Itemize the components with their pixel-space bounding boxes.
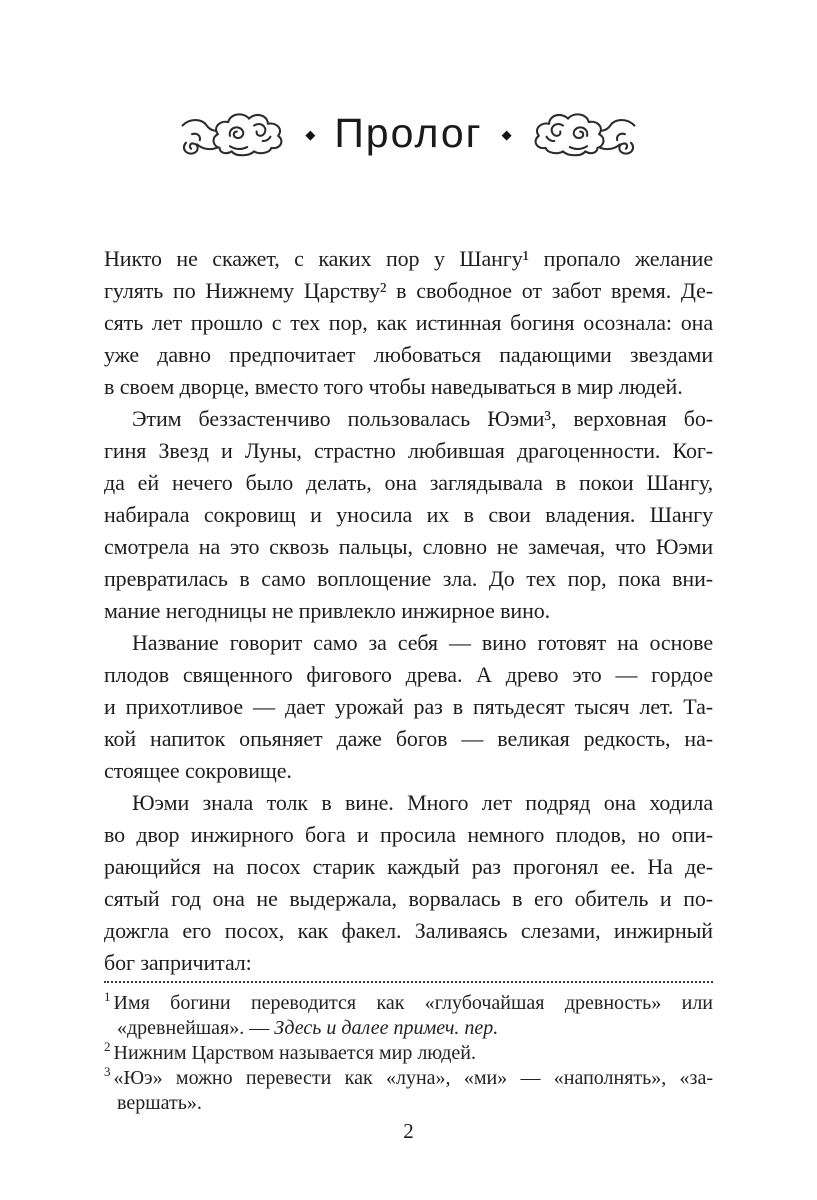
text-line: стоящее сокровище.: [104, 758, 292, 783]
chapter-header: [0, 106, 817, 164]
text-line: Никто не скажет, с каких пор у Шангу¹ пропало желание: [104, 246, 713, 271]
text-line: дожгла его посох, как факел. Заливаясь слезами, инжирный: [104, 918, 713, 943]
text-line: бог запричитал:: [104, 950, 252, 975]
footnote-marker: 1: [104, 991, 111, 1005]
paragraph-1: [104, 243, 713, 403]
footnote-3: [104, 1066, 713, 1116]
text-line: смотрела на это сквозь пальцы, словно не замечая, что Юэми: [104, 534, 713, 559]
text-line: кой напиток опьяняет даже богов — великая редкость, на-: [104, 726, 713, 751]
footnote-divider: [104, 981, 713, 983]
body-text: [104, 243, 713, 979]
text-line: сятый год она не выдержала, ворвалась в его обитель и по-: [104, 886, 713, 911]
text-line: в своем дворце, вместо того чтобы наведываться в мир людей.: [104, 374, 683, 399]
footnote-text: Нижним Царством называется мир людей.: [113, 1042, 476, 1064]
footnote-text: «Юэ» можно перевести как «луна», «ми» — «наполнять», «за-: [113, 1067, 713, 1089]
footnote-2: [104, 1041, 713, 1066]
footnote-line: [104, 991, 713, 1016]
footnotes-section: [104, 981, 713, 1116]
footnote-marker: 3: [104, 1066, 111, 1080]
text-line: Этим беззастенчиво пользовалась Юэми³, верховная бо-: [132, 406, 713, 431]
text-line: мание негодницы не привлекло инжирное вино.: [104, 598, 551, 623]
diamond-separator-icon: ◆: [305, 127, 316, 143]
diamond-separator-icon: ◆: [501, 127, 512, 143]
text-line: гулять по Нижнему Царству² в свободное от забот время. Де-: [104, 278, 713, 303]
footnote-line: [104, 1041, 713, 1066]
text-line: рающийся на посох старик каждый раз прогонял ее. На де-: [104, 854, 713, 879]
footnote-line: [104, 1091, 713, 1116]
cloud-ornament-right-icon: [525, 107, 637, 163]
footnote-text: вершать».: [117, 1092, 202, 1114]
cloud-ornament-left-icon: [180, 107, 292, 163]
footnote-line: [104, 1016, 713, 1041]
text-line: Юэми знала толк в вине. Много лет подряд она ходила: [132, 790, 713, 815]
footnote-1: [104, 991, 713, 1041]
chapter-title: Пролог: [334, 109, 483, 156]
footnote-line: [104, 1066, 713, 1091]
text-line: превратилась в само воплощение зла. До тех пор, пока вни-: [104, 566, 713, 591]
text-line: набирала сокровищ и уносила их в свои владения. Шангу: [104, 502, 713, 527]
text-line: уже давно предпочитает любоваться падающими звездами: [104, 342, 713, 367]
paragraph-2: [104, 403, 713, 627]
text-line: и прихотливое — дает урожай раз в пятьдесят тысяч лет. Та-: [104, 694, 713, 719]
paragraph-3: [104, 627, 713, 787]
footnote-text: Имя богини переводится как «глубочайшая древность» или: [113, 992, 713, 1014]
footnote-marker: 2: [104, 1041, 111, 1055]
page-number: 2: [403, 1119, 414, 1143]
text-line: гиня Звезд и Луны, страстно любившая драгоценности. Ког-: [104, 438, 713, 463]
text-line: да ей нечего было делать, она заглядывала в покои Шангу,: [104, 470, 713, 495]
text-line: плодов священного фигового древа. А древо это — гордое: [104, 662, 713, 687]
text-line: во двор инжирного бога и просила немного плодов, но опи-: [104, 822, 713, 847]
text-line: Название говорит само за себя — вино готовят на основе: [132, 630, 713, 655]
footnote-text-italic: Здесь и далее примеч. пер.: [274, 1017, 499, 1039]
footnote-text: «древнейшая». —: [117, 1017, 275, 1039]
paragraph-4: [104, 787, 713, 979]
text-line: сять лет прошло с тех пор, как истинная богиня осознала: она: [104, 310, 713, 335]
